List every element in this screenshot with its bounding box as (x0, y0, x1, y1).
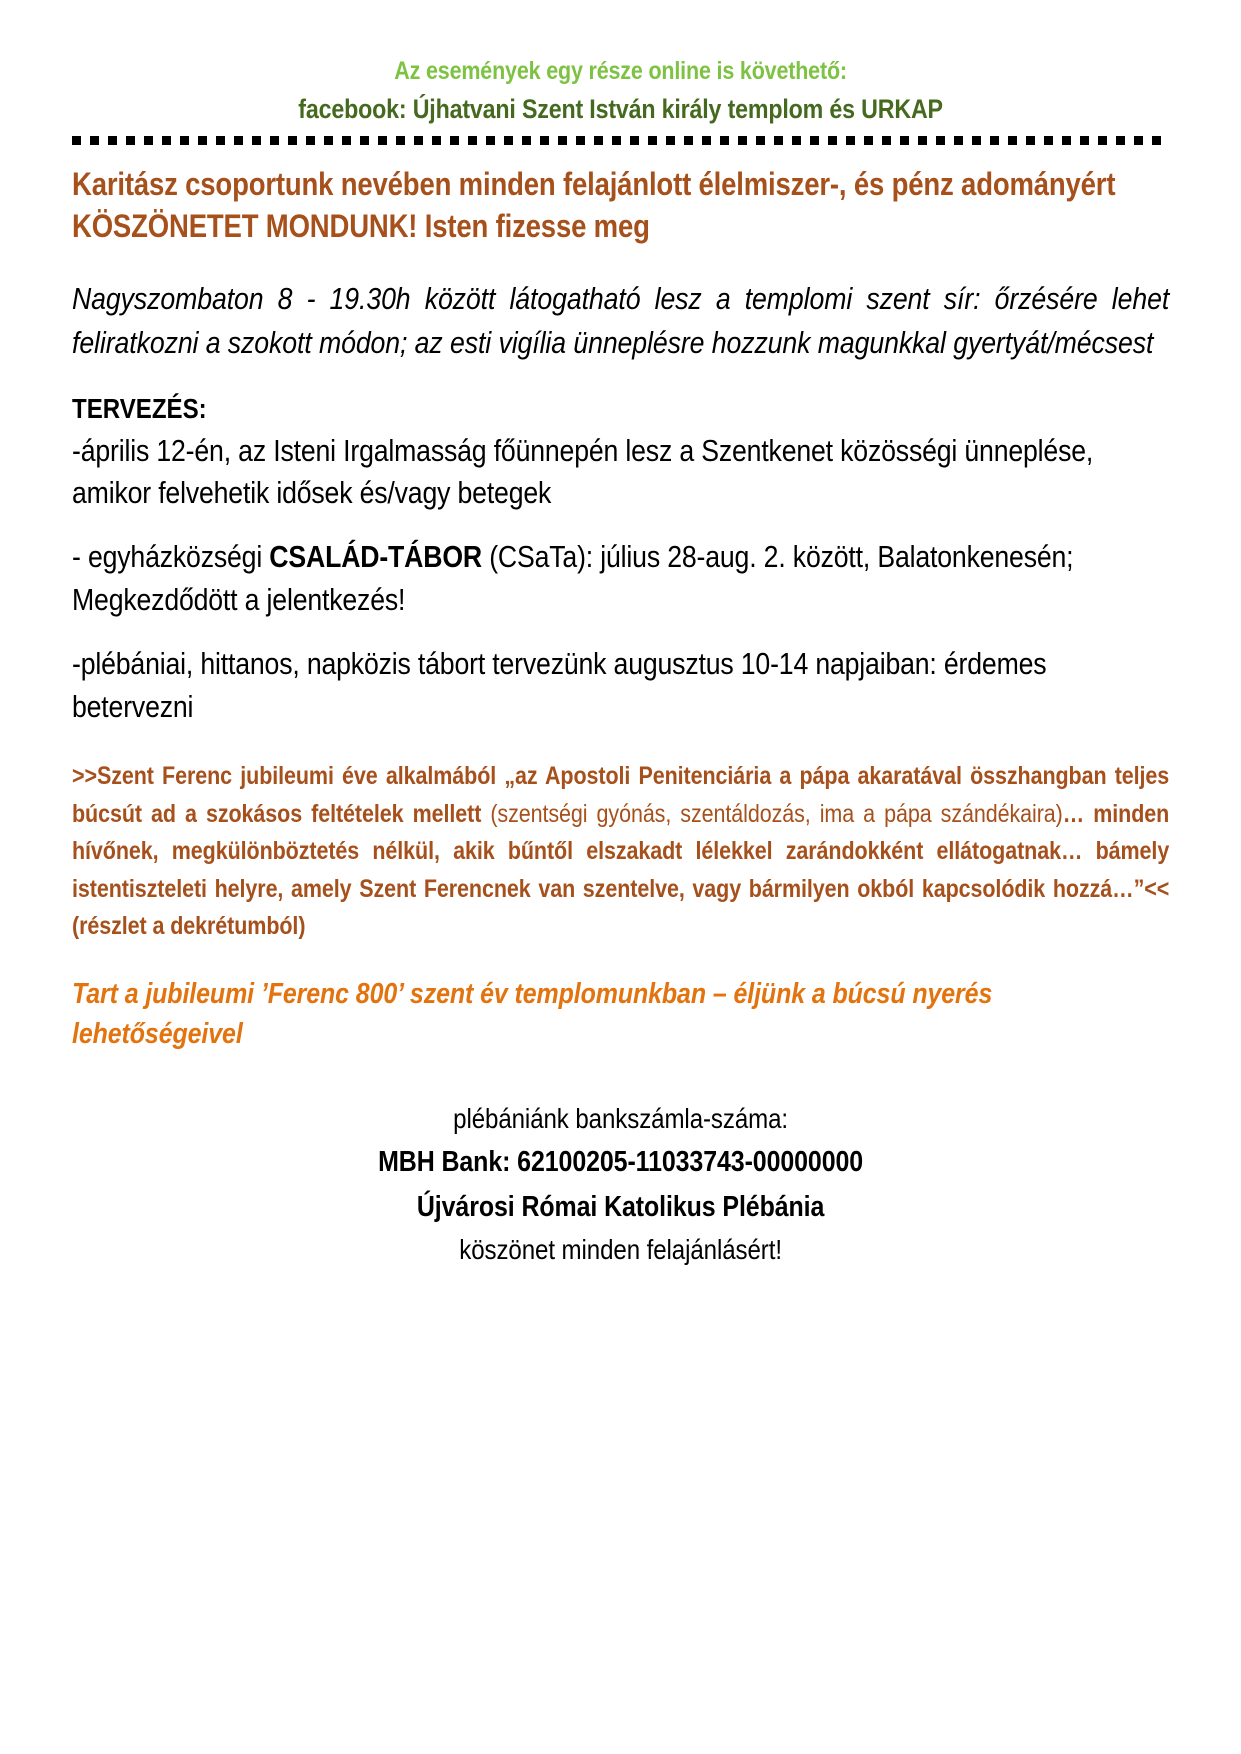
planning-item-divine-mercy: -április 12-én, az Isteni Irgalmasság főünnepén lesz a Szentkenet közösségi ünneplése, amikor felvehetik idősek és/vagy betegek (72, 432, 1094, 510)
family-camp-details: (CSaTa): július 28-aug. 2. között, Balatonkenesén; Megkezdődött a jelentkezés! (72, 539, 1074, 617)
family-camp-name: CSALÁD-TÁBOR (269, 539, 482, 575)
planning-label: TERVEZÉS: (72, 393, 207, 425)
planning-section (72, 391, 1169, 728)
bank-account-label-text: plébániánk bankszámla-száma: (453, 1102, 789, 1134)
footer-bank-details (72, 1098, 1169, 1271)
quote-part-three: … minden hívőnek, megkülönböztetés nélkül, akik bűntől elszakadt lélekkel zarándokként ellátogatnak… bámely istentiszteleti helyre, amely Szent Ferencnek van szentelve, vagy bármilyen okból kapcsolódik hozzá…”<< (részlet a dekrétumból) (72, 799, 1170, 941)
parish-name (72, 1185, 1169, 1229)
planning-item-day-camp: -plébániai, hittanos, napközis tábort tervezünk augusztus 10-14 napjaiban: érdemes betervezni (72, 646, 1047, 724)
jubilee-indulgence-quote (72, 758, 1169, 946)
header-facebook-text: facebook: Újhatvani Szent István király templom és URKAP (298, 94, 943, 125)
quote-part-one: >>Szent Ferenc jubileumi éve alkalmából „az Apostoli Penitenciária a pápa akaratával összhangban teljes búcsút ad a szokásos feltételek mellett (72, 762, 1170, 828)
parish-name-text: Újvárosi Római Katolikus Plébánia (416, 1190, 825, 1223)
charity-thanks-headline: Karitász csoportunk nevében minden felajánlott élelmiszer-, és pénz adományért KÖSZÖNETET MONDUNK! Isten fizesse meg (72, 165, 1116, 244)
family-camp-prefix: - egyházközségi (72, 539, 270, 575)
bank-account-label (72, 1098, 1169, 1141)
dotted-divider (72, 136, 1169, 145)
holy-saturday-paragraph: Nagyszombaton 8 - 19.30h között látogatható lesz a templomi szent sír: őrzésére lehet feliratkozni a szokott módon; az esti vigília ünneplésre hozzunk magunkkal gyertyát/mécsest (72, 281, 1170, 361)
bank-account-number-text: MBH Bank: 62100205-11033743-00000000 (378, 1146, 864, 1179)
planning-item-family-camp (72, 536, 1169, 621)
thanks-line-text: köszönet minden felajánlásért! (459, 1233, 782, 1265)
header-online-notice (72, 56, 1169, 87)
header-block (72, 56, 1169, 126)
header-facebook-line (72, 93, 1169, 125)
thanks-line (72, 1229, 1169, 1272)
jubilee-motto: Tart a jubileumi ’Ferenc 800’ szent év templomunkban – éljünk a búcsú nyerés lehetőségeivel (72, 977, 993, 1050)
quote-conditions-parenthetical: (szentségi gyónás, szentáldozás, ima a pápa szándékaira) (490, 799, 1063, 828)
bank-account-number (72, 1140, 1169, 1184)
header-online-notice-text: Az események egy része online is követhető: (394, 57, 847, 85)
